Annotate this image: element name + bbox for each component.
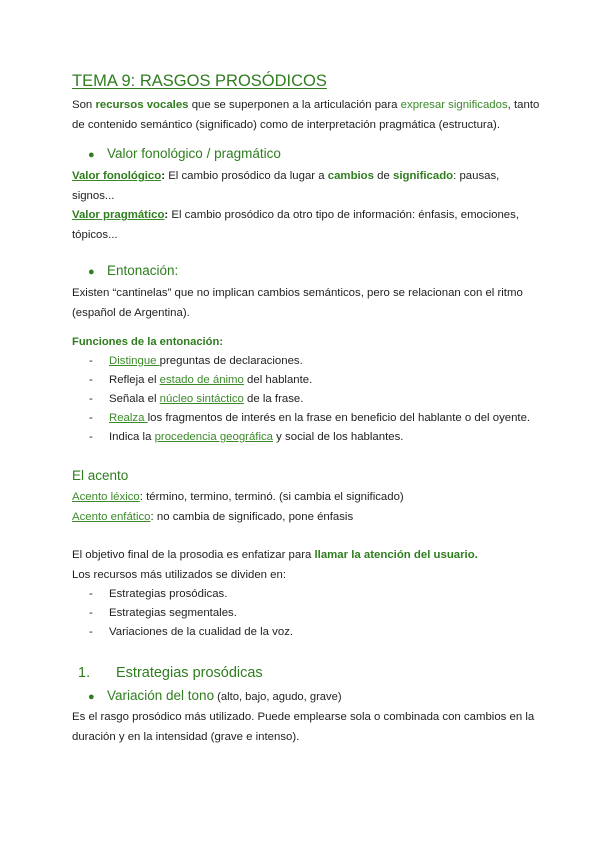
heading-valor: ● Valor fonológico / pragmático <box>88 146 281 161</box>
funciones-heading: Funciones de la entonación: <box>72 336 224 348</box>
acento-lexico-label: Acento léxico <box>72 491 140 503</box>
bullet-icon: ● <box>88 691 95 703</box>
acento-enfatico-label: Acento enfático <box>72 510 151 523</box>
list-item: - Señala el núcleo sintáctico de la frase. <box>72 390 532 409</box>
heading-variacion-tono: ● Variación del tono (alto, bajo, agudo, grave) <box>88 688 342 703</box>
list-item: - Distingue preguntas de declaraciones. <box>72 352 532 371</box>
list-item: - Estrategias segmentales. <box>72 604 532 623</box>
valor-paragraph: Valor fonológico: El cambio prosódico da lugar a cambios de significado: pausas, signos... Valor pragmático: El cambio prosódico da otro tipo de información: énfasis, emociones, tópicos... <box>72 170 519 241</box>
highlight-recursos-vocales: recursos vocales <box>95 99 189 111</box>
list-item: - Realza los fragmentos de interés en la frase en beneficio del hablante o del oyente. <box>72 409 532 428</box>
list-item: - Refleja el estado de ánimo del hablante. <box>72 371 532 390</box>
highlight-expresar-significados: expresar significados <box>400 99 508 111</box>
recursos-list <box>72 585 532 642</box>
intro-paragraph: Son recursos vocales que se superponen a la articulación para expresar significados, tanto de contenido semántico (significado) como de interpretación pragmática (estructura). <box>72 99 540 131</box>
valor-pragmatico-label: Valor pragmático <box>72 209 165 221</box>
bullet-icon: ● <box>88 149 95 161</box>
heading-estrategias-prosodicas: 1. Estrategias prosódicas <box>78 665 263 681</box>
acento-paragraph: Acento léxico: término, termino, terminó. (si cambia el significado) Acento enfático: no cambia de significado, pone énfasis <box>72 491 404 523</box>
entonacion-paragraph: Existen “cantinelas” que no implican cambios semánticos, pero se relacionan con el ritmo (español de Argentina). <box>72 287 523 319</box>
heading-entonacion: ● Entonación: <box>88 263 179 278</box>
funciones-block <box>72 336 532 447</box>
objetivo-paragraph: El objetivo final de la prosodia es enfatizar para llamar la atención del usuario. Los recursos más utilizados se dividen en: - Estrategias prosódicas. - Estrategias segmentales. - Variaciones de la cualidad de la voz. <box>72 546 532 642</box>
variacion-tono-paragraph: Es el rasgo prosódico más utilizado. Puede emplearse sola o combinada con cambios en la duración y en la intensidad (grave e intenso). <box>72 711 535 743</box>
list-item: - Estrategias prosódicas. <box>72 585 532 604</box>
list-item: - Indica la procedencia geográfica y social de los hablantes. <box>72 428 532 447</box>
bullet-icon: ● <box>88 266 95 278</box>
funciones-list <box>72 352 532 447</box>
list-item: - Variaciones de la cualidad de la voz. <box>72 623 532 642</box>
heading-acento: El acento <box>72 468 129 483</box>
document-title: TEMA 9: RASGOS PROSÓDICOS <box>72 72 327 90</box>
valor-fonologico-label: Valor fonológico <box>72 170 162 182</box>
